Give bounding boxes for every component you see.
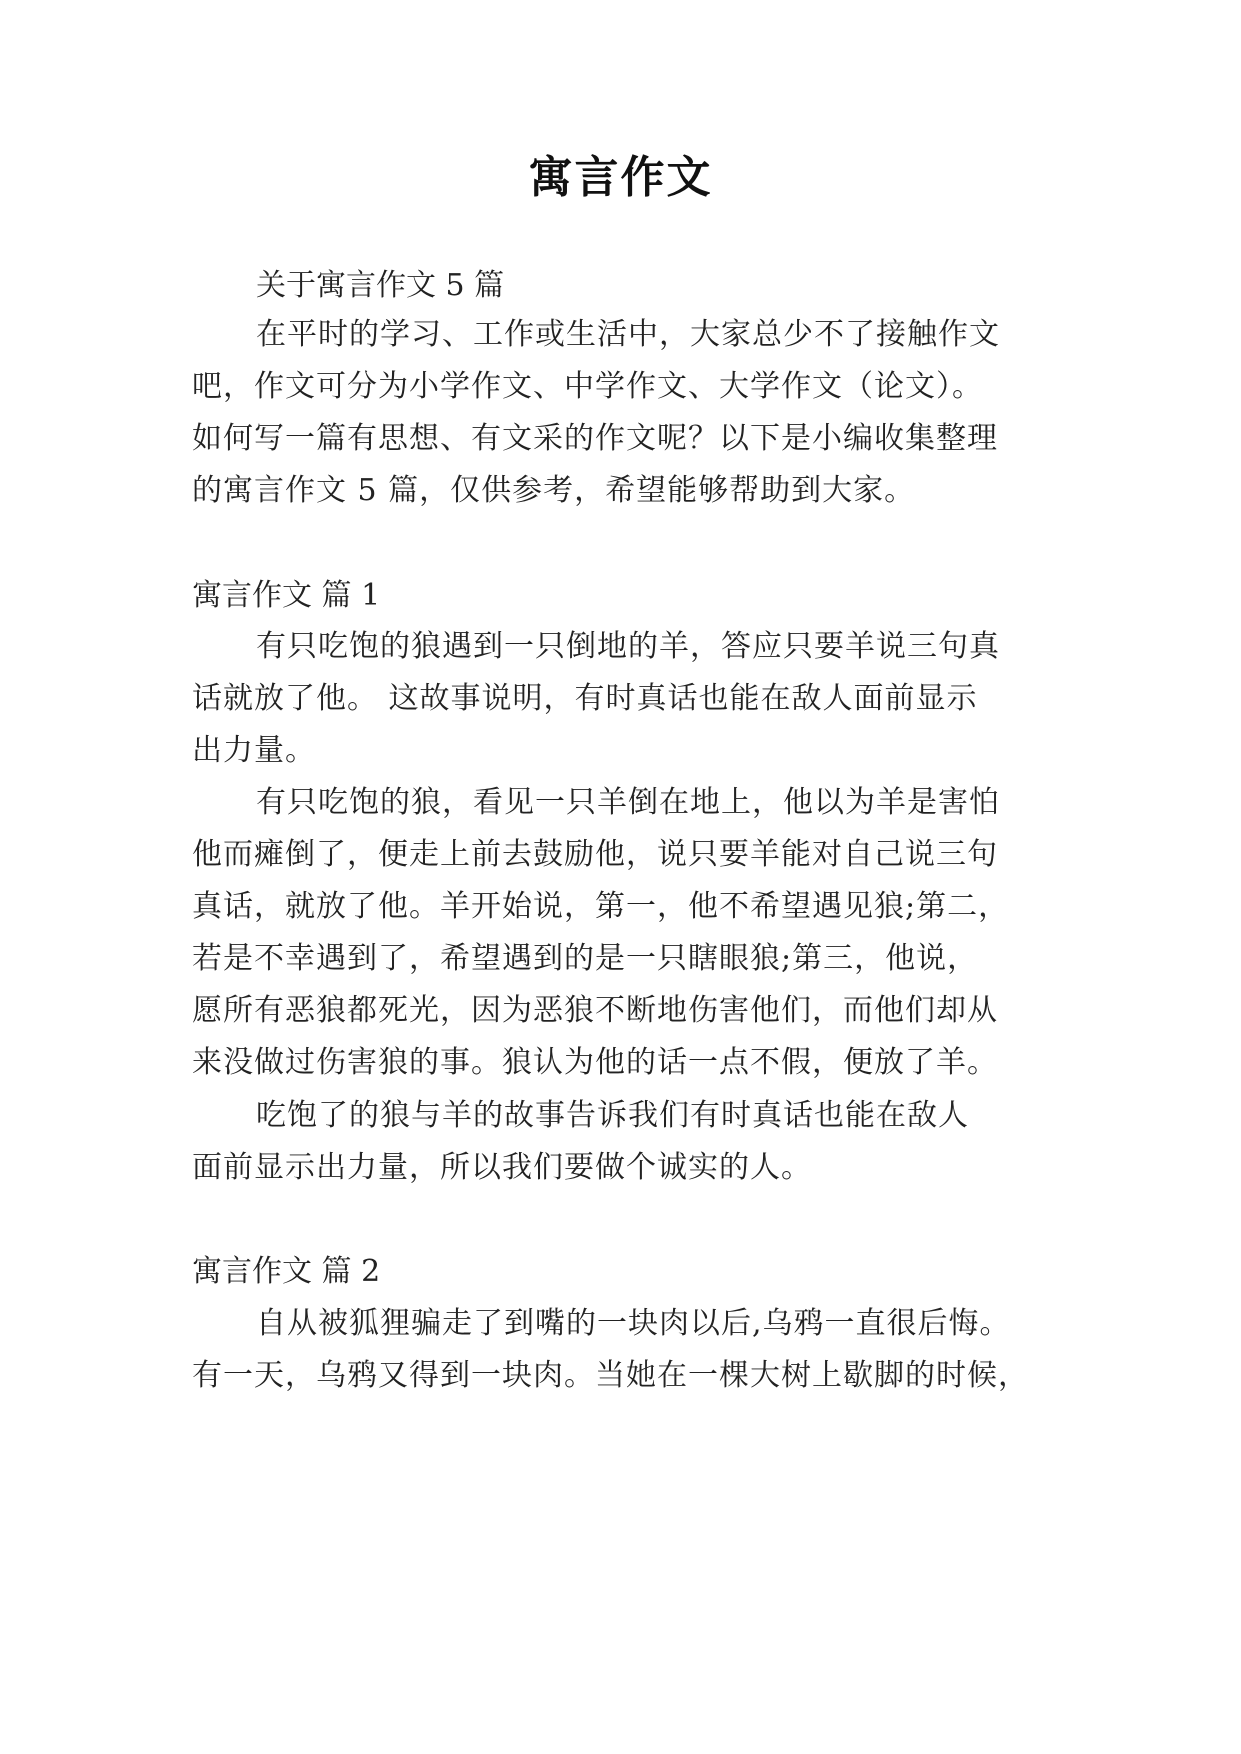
document-title: 寓言作文: [528, 152, 713, 203]
paragraph-line: 真话，就放了他。羊开始说，第一，他不希望遇见狼;第二，: [192, 889, 1010, 924]
paragraph-line: 面前显示出力量，所以我们要做个诚实的人。: [192, 1150, 812, 1185]
intro-heading: 关于寓言作文 5 篇: [256, 268, 505, 303]
paragraph-line: 自从被狐狸骗走了到嘴的一块肉以后,乌鸦一直很后悔。: [256, 1306, 1011, 1341]
section-heading-2: 寓言作文 篇 2: [192, 1254, 381, 1289]
intro-line: 吧，作文可分为小学作文、中学作文、大学作文（论文）。: [192, 369, 983, 404]
paragraph-line: 话就放了他。 这故事说明，有时真话也能在敌人面前显示: [192, 681, 978, 716]
paragraph-line: 来没做过伤害狼的事。狼认为他的话一点不假，便放了羊。: [192, 1045, 998, 1080]
section-heading-1: 寓言作文 篇 1: [192, 578, 381, 613]
intro-line: 的寓言作文 5 篇，仅供参考，希望能够帮助到大家。: [192, 473, 916, 508]
paragraph-line: 吃饱了的狼与羊的故事告诉我们有时真话也能在敌人: [256, 1098, 969, 1133]
intro-line: 在平时的学习、工作或生活中，大家总少不了接触作文: [256, 317, 1000, 352]
paragraph-line: 有只吃饱的狼遇到一只倒地的羊，答应只要羊说三句真: [256, 629, 1000, 664]
paragraph-line: 愿所有恶狼都死光，因为恶狼不断地伤害他们，而他们却从: [192, 993, 998, 1028]
intro-line: 如何写一篇有思想、有文采的作文呢？以下是小编收集整理: [192, 421, 998, 456]
paragraph-line: 出力量。: [192, 733, 316, 768]
paragraph-line: 有只吃饱的狼，看见一只羊倒在地上，他以为羊是害怕: [256, 785, 1000, 820]
paragraph-line: 他而瘫倒了，便走上前去鼓励他，说只要羊能对自己说三句: [192, 837, 998, 872]
paragraph-line: 有一天，乌鸦又得到一块肉。当她在一棵大树上歇脚的时候，: [192, 1358, 1029, 1393]
paragraph-line: 若是不幸遇到了，希望遇到的是一只瞎眼狼;第三，他说，: [192, 941, 979, 976]
